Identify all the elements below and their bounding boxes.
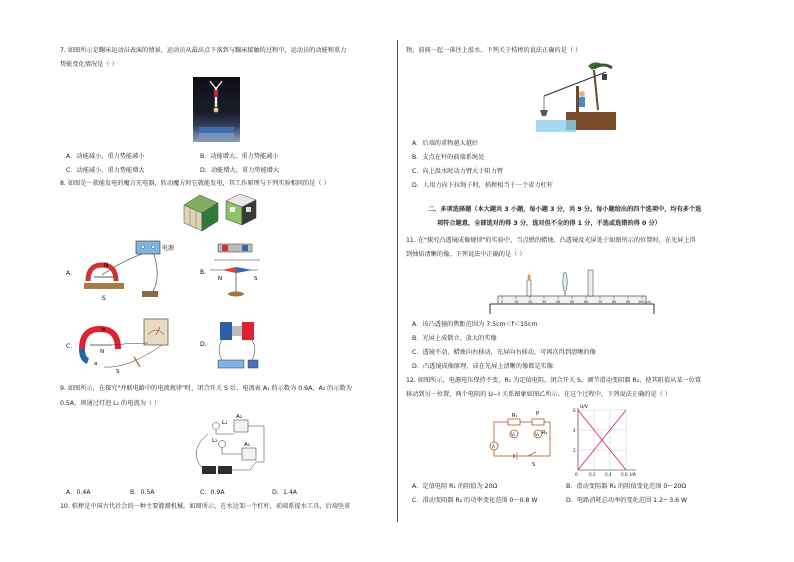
q8-option-c-letter[interactable]: C. — [66, 343, 73, 350]
svg-text:30: 30 — [542, 300, 547, 304]
svg-text:70: 70 — [598, 300, 603, 304]
q9-parallel-circuit-diagram — [178, 412, 273, 482]
q7-text-line1: 7. 如图所示是蹦床运动员表演的情景，运动员从最高点下落到与蹦床接触的过程中，运动员的动能和重力 — [60, 47, 347, 54]
q10-option-b[interactable]: B．支点在杆的前端系绳处 — [412, 154, 485, 161]
q9-text-line2: 0.5A，则通过灯泡 L₁ 的电流为（ ） — [60, 400, 161, 407]
svg-text:I/A: I/A — [630, 473, 636, 478]
svg-text:20: 20 — [528, 300, 533, 304]
q12-text-line1: 12. 如图所示，电源电压保持不变，R₁ 为定值电阻，闭合开关 S，调节滑动变阻器 R₂，使其阻值从某一位置 — [406, 377, 702, 384]
svg-text:4: 4 — [573, 428, 576, 433]
svg-text:a: a — [94, 361, 98, 367]
svg-text:S: S — [254, 276, 258, 282]
q8-option-a-diagram — [80, 237, 185, 307]
q8-rubik-cube-charger-image — [182, 193, 262, 233]
q11-option-d[interactable]: D．凸透镜成像原理，成在光屏上清晰的像都是实像 — [412, 363, 553, 370]
svg-text:N: N — [104, 262, 109, 269]
svg-text:U/V: U/V — [580, 405, 588, 410]
q10-text-continued: 物，前间一起一落往上汲水。下列关于桔槔的说法正确的是（ ） — [406, 47, 582, 54]
svg-text:V₁: V₁ — [511, 432, 516, 437]
q12-option-b[interactable]: B．滑动变阻器 R₂ 的阻值变化范围 0～20Ω — [566, 483, 687, 490]
q11-text-line1: 11. 在"探究凸透镜成像规律"的实验中，当点燃的蜡烛、凸透镜及光屏处于如图所示的位置时，在光屏上得 — [406, 237, 696, 244]
svg-text:0.2: 0.2 — [589, 472, 596, 477]
svg-text:L₂: L₂ — [212, 438, 218, 444]
q12-ui-graph — [570, 400, 640, 476]
svg-text:A: A — [492, 444, 495, 449]
q8-option-b-diagram — [200, 240, 270, 305]
q7-trampoline-photo — [193, 77, 240, 142]
trampoline-athlete-figure — [193, 77, 240, 142]
q8-text: 8. 如图是一款能发电的魔方充电器，转动魔方时它就能发电，其工作原理与下列实验相同的是（ ） — [60, 180, 330, 187]
q7-option-b[interactable]: B．动能增大，重力势能减小 — [200, 153, 279, 160]
svg-text:90: 90 — [626, 300, 631, 304]
cube-right — [226, 194, 256, 225]
q10-option-d[interactable]: D．人用力向下拉绳子时，桔槔相当于一个省力杠杆 — [412, 182, 553, 189]
svg-text:A₂: A₂ — [236, 414, 242, 420]
q8-option-d-diagram — [198, 316, 278, 376]
q8-power-label: 电源 — [162, 245, 175, 252]
q11-text-line2: 到烛焰清晰的像。下列说法中正确的是（ ） — [406, 251, 526, 258]
svg-text:0: 0 — [575, 472, 578, 477]
q7-option-a[interactable]: A．动能减小，重力势能减小 — [66, 153, 145, 160]
q10-text: 10. 桔槔是中国古代社会的一种主要灌溉机械。如图所示，在水边架一个杠杆，前端系提水工具，后端坠重 — [60, 503, 351, 510]
svg-text:0: 0 — [501, 300, 504, 304]
svg-text:N: N — [218, 276, 223, 282]
svg-text:R₁: R₁ — [512, 413, 518, 419]
cube-left — [184, 195, 218, 231]
svg-text:S: S — [532, 462, 536, 468]
svg-text:0.6: 0.6 — [621, 472, 628, 477]
q8-option-c-diagram — [78, 313, 178, 378]
svg-text:D.: D. — [200, 341, 207, 348]
section2-heading-line2: 项符合题意，全部选对的得 3 分，选对但不全的得 1 分，不选或选错的得 0 分） — [437, 220, 661, 227]
q11-option-a[interactable]: A．该凸透镜的焦距范围为 7.5cm＜f＜15cm — [412, 321, 538, 328]
svg-text:R₂: R₂ — [542, 430, 548, 436]
q12-circuit-diagram — [488, 410, 560, 472]
svg-text:60: 60 — [584, 300, 589, 304]
q12-option-d[interactable]: D．电路消耗总功率的变化范围 1.2～3.6 W — [566, 497, 688, 504]
svg-text:80: 80 — [612, 300, 617, 304]
q12-option-a[interactable]: A．定值电阻 R₁ 的阻值为 20Ω — [412, 483, 498, 490]
svg-text:100: 100 — [638, 300, 645, 304]
svg-text:N: N — [100, 349, 105, 355]
q10-option-a[interactable]: A．后端的重物越大越好 — [412, 140, 479, 147]
svg-text:10: 10 — [514, 300, 519, 304]
q12-text-line2: 移动到另一位置，两个电阻的 U−I 关系图象如图乙所示。在这个过程中，下列说法正确的是（ ） — [406, 391, 671, 398]
svg-text:V₂: V₂ — [535, 432, 540, 437]
svg-text:P: P — [536, 411, 540, 417]
svg-text:S: S — [102, 295, 106, 302]
svg-text:50: 50 — [570, 300, 575, 304]
q9-option-b[interactable]: B．0.5A — [130, 489, 155, 496]
q8-option-a-letter[interactable]: A. — [66, 270, 73, 277]
q11-option-b[interactable]: B．光屏上成倒立、放大的实像 — [412, 335, 497, 342]
q11-option-c[interactable]: C．透镜不动，蜡烛向右移动，光屏向右移动，可再次得到清晰的像 — [412, 349, 596, 356]
svg-text:40: 40 — [556, 300, 561, 304]
svg-text:cm: cm — [646, 300, 652, 304]
column-divider — [397, 40, 398, 522]
svg-text:b: b — [102, 327, 106, 333]
svg-text:0.4: 0.4 — [605, 472, 612, 477]
q9-option-d[interactable]: D．1.4A — [272, 489, 298, 496]
svg-text:A₁: A₁ — [244, 442, 250, 448]
svg-text:S: S — [116, 369, 120, 375]
section2-heading-line1: 二、多项选择题（本大题共 3 小题，每小题 3 分，共 9 分。每小题给出的四个选项中，均有多个选 — [428, 206, 702, 213]
q11-optical-bench-diagram — [488, 262, 658, 314]
svg-text:L₁: L₁ — [222, 420, 228, 426]
q9-option-a[interactable]: A．0.4A — [66, 489, 91, 496]
q7-option-c[interactable]: C．动能减小，重力势能增大 — [66, 167, 145, 174]
svg-text:2: 2 — [573, 448, 576, 453]
q7-option-d[interactable]: D．动能增大，重力势能增大 — [200, 167, 280, 174]
svg-text:6: 6 — [573, 408, 576, 413]
q10-well-sweep-lever-image — [536, 60, 616, 132]
q10-option-c[interactable]: C．向上汲水时动力臂大于阻力臂 — [412, 168, 503, 175]
q12-option-c[interactable]: C．滑动变阻器 R₂ 的功率变化范围 0～0.8 W — [412, 497, 538, 504]
q9-text-line1: 9. 如图所示，在探究"并联电路中的电流规律"时，闭合开关 S 后，电流表 A₁ 的示数为 0.9A，A₂ 的示数为 — [60, 385, 352, 392]
q9-option-c[interactable]: C．0.9A — [200, 489, 225, 496]
svg-text:B.: B. — [200, 269, 207, 276]
q7-text-line2: 势能变化情况是（ ） — [60, 61, 118, 68]
